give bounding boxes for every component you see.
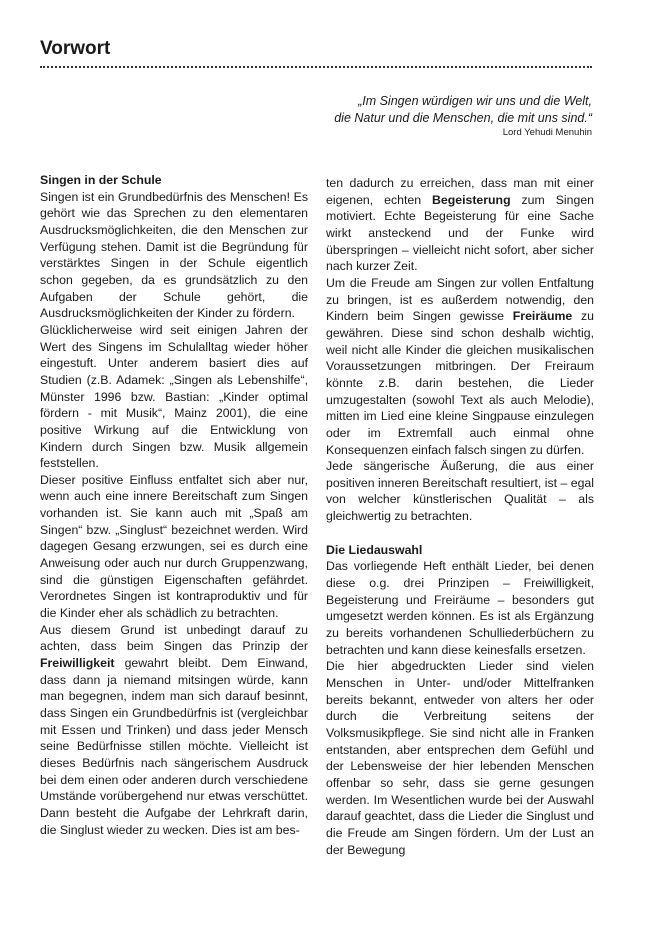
dotted-divider	[40, 66, 592, 68]
section-heading: Singen in der Schule	[40, 173, 162, 187]
paragraph: Singen ist ein Grundbedürfnis des Menschen! Es gehört wie das Sprechen zu den elementaren Ausdrucksmöglichkeiten, die den Menschen zur Verfügung stehen. Damit ist die Begründung für verstärktes Singen in der Schule eigentlich schon gegeben, da es grundsätzlich zu den Aufgaben der Schule gehört, die Ausdrucksmöglichkeiten der Kinder zu fördern.	[40, 189, 308, 321]
quote-line: die Natur und die Menschen, die mit uns sind.“	[334, 111, 592, 125]
quote-line: „Im Singen würdigen wir uns und die Welt,	[358, 94, 592, 108]
section-heading: Die Liedauswahl	[326, 542, 423, 557]
paragraph: Glücklicherweise wird seit einigen Jahren der Wert des Singens im Schulalltag wieder höher eingestuft. Unter anderem basiert dies auf Studien (z.B. Adamek: „Singen als Lebenshilfe“, Münster 1996 bzw. Bastian: „Kinder optimal fördern - mit Musik“, Mainz 2001), die eine positive Wirkung auf die Entwicklung von Kindern durch Singen bzw. Musik allgemein feststellen.	[40, 322, 308, 471]
right-column	[326, 175, 594, 858]
bold-term: Freiwilligkeit	[40, 656, 115, 671]
paragraph: Dieser positive Einfluss entfaltet sich aber nur, wenn auch eine innere Bereitschaft zum Singen vorhanden ist. Sie kann auch mit „Spaß am Singen“ bzw. „Singlust“ bezeichnet werden. Wird dagegen Gesang erzwungen, sei es durch eine Anweisung oder auch nur durch Gruppenzwang, sind die günstigen Eigenschaften gefährdet. Verordnetes Singen ist kontraproduktiv und für die Kinder eher als schädlich zu betrachten.	[40, 472, 308, 621]
paragraph: Das vorliegende Heft enthält Lieder, bei denen diese o.g. drei Prinzipen – Freiwilligkeit, Begeisterung und Freiräume – besonders gut umgesetzt werden können. Es ist als Ergänzung zu bereits vorhandenen Schulliederbüchern zu betrachten und kann diese keinesfalls ersetzen.	[326, 559, 594, 657]
epigraph-quote	[334, 93, 592, 127]
bold-term: Begeisterung	[432, 192, 511, 207]
text-run: zu gewähren. Diese sind schon deshalb wichtig, weil nicht alle Kinder die gleichen musikalischen Voraussetzungen mitbringen. Der Freiraum könnte z.B. darin bestehen, die Lieder umzugestalten (sowohl Text als auch Melodie), mitten im Lied eine kleine Singpause einzulegen oder im Extremfall auch einmal ohne Konsequenzen einfach falsch singen zu dürfen.	[326, 309, 595, 457]
paragraph	[326, 275, 594, 458]
left-column	[40, 172, 308, 838]
page-title: Vorwort	[40, 38, 111, 59]
text-run: Um die Freude am Singen zur vollen Entfaltung zu bringen, ist es außerdem notwendig, den Kindern beim Singen gewisse	[326, 275, 594, 324]
bold-term: Freiräume	[512, 309, 573, 324]
text-run: zum Singen motiviert. Echte Begeisterung für eine Sache wirkt ansteckend und der Funke wird überspringen – vielleicht nicht sofort, aber sicher nach kurzer Zeit.	[326, 192, 595, 274]
paragraph: Die hier abgedruckten Lieder sind vielen Menschen in Unter- und/oder Mittelfranken bereits bekannt, entweder von alters her oder durch die Verbreitung seitens der Volksmusikpflege. Sie sind nicht alle in Franken entstanden, aber entsprechen dem Gefühl und der Lebensweise der hier lebenden Menschen offenbar so sehr, dass sie gerne gesungen werden. Im Wesentlichen wurde bei der Auswahl darauf geachtet, dass die Lieder die Singlust und die Freude am Singen fördern. Um der Lust an der Bewegung	[326, 659, 594, 857]
quote-author: Lord Yehudi Menuhin	[502, 127, 592, 138]
text-run: Aus diesem Grund ist unbedingt darauf zu achten, dass beim Singen das Prinzip der	[40, 622, 308, 654]
text-run: ten dadurch zu erreichen, dass man mit einer eigenen, echten	[326, 176, 594, 207]
text-run: gewahrt bleibt. Dem Einwand, dass dann ja niemand mitsingen würde, kann man begegnen, indem man sich darauf besinnt, dass Singen ein Grundbedürfnis ist (vergleichbar mit Essen und Trinken) und dass jeder Mensch seine Bedürfnisse stillen möchte. Vielleicht ist dieses Bedürfnis nach sängerischem Ausdruck bei dem einen oder anderen durch verschiedene Umstände vorübergehend nur etwas verschüttet. Dann besteht die Aufgabe der Lehrkraft darin, die Singlust wieder zu wecken. Dies ist am bes-	[40, 656, 308, 837]
paragraph	[40, 622, 308, 839]
paragraph: Jede sängerische Äußerung, die aus einer positiven inneren Bereitschaft resultiert, ist – egal von welcher künstlerischen Qualität – als gleichwertig zu betrachten.	[326, 459, 594, 524]
paragraph	[326, 175, 594, 275]
